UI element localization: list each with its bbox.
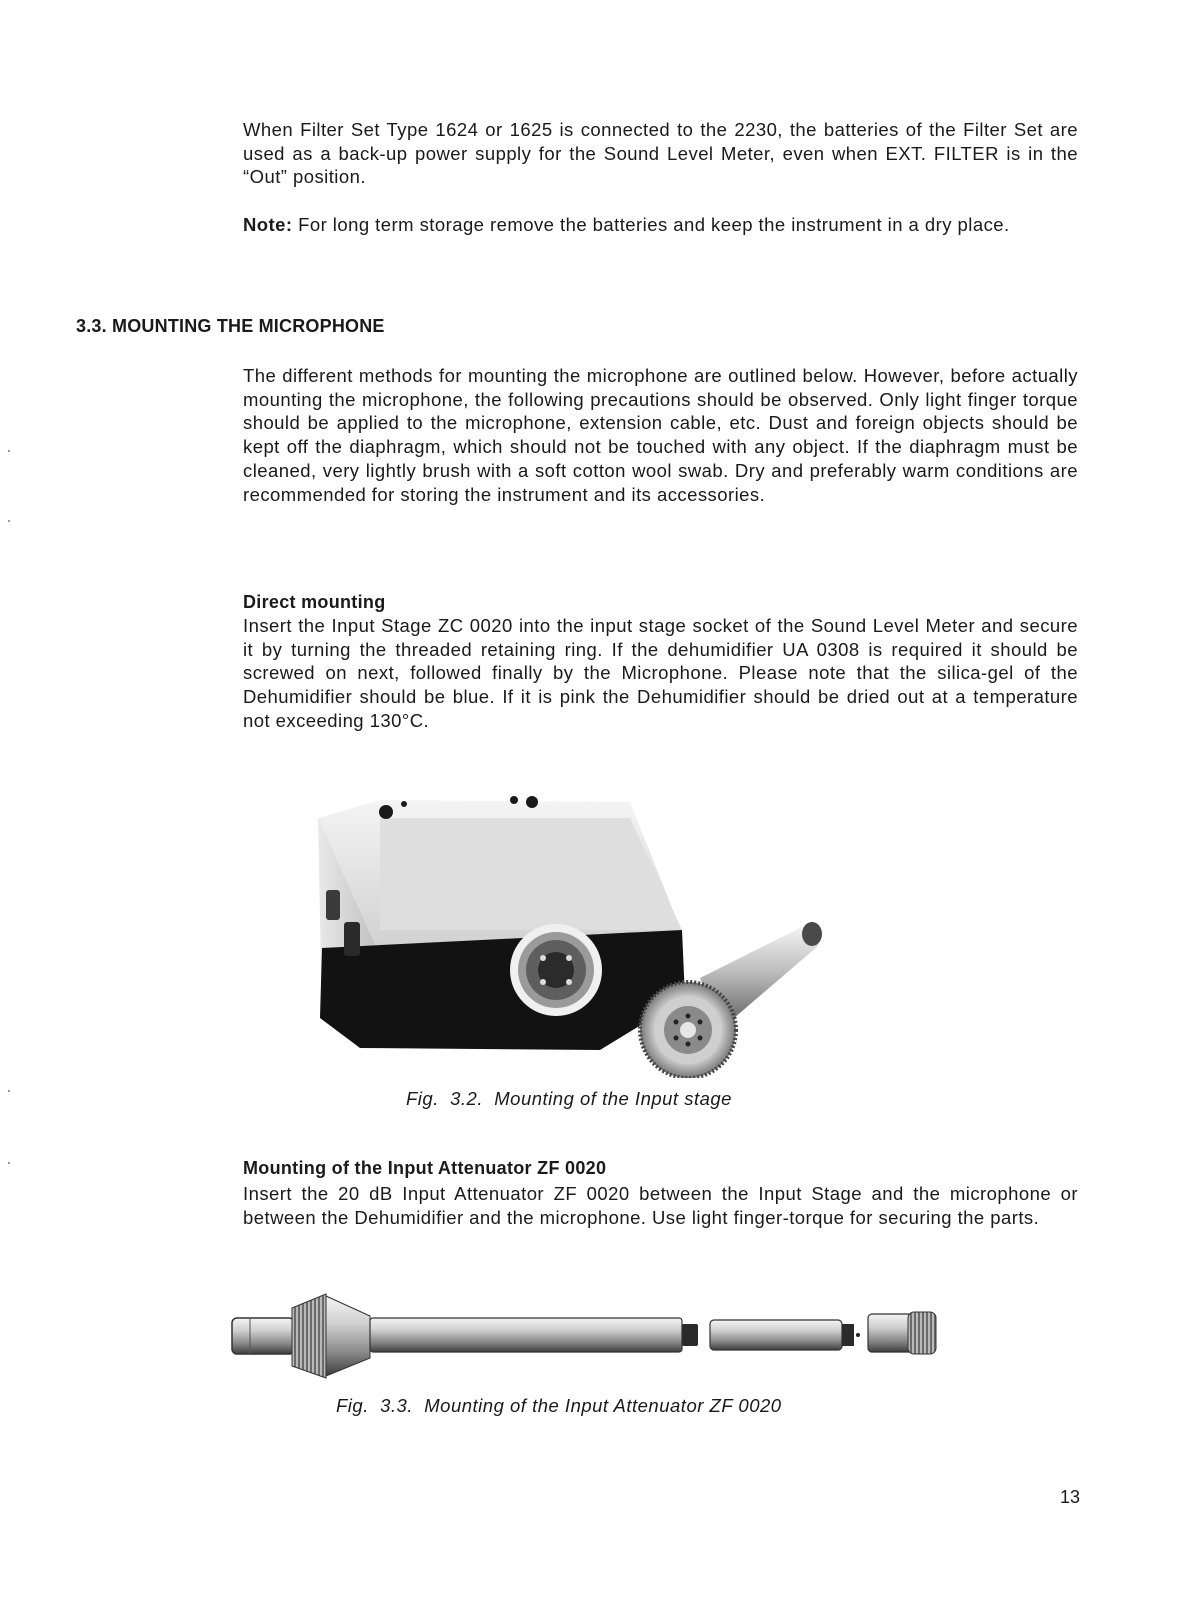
intro-paragraph: When Filter Set Type 1624 or 1625 is connected to the 2230, the batteries of the Filter Set are used as a back-up power supply for the Sound Level Meter, even when EXT. FILTER is in the “Out” position. <box>243 119 1078 188</box>
note-text: For long term storage remove the batteries and keep the instrument in a dry place. <box>292 214 1010 235</box>
scan-speck <box>8 1090 10 1092</box>
attenuator-heading: Mounting of the Input Attenuator ZF 0020 <box>243 1158 607 1178</box>
scan-speck <box>8 450 10 452</box>
page-number: 13 <box>1060 1487 1081 1507</box>
attenuator-paragraph: Insert the 20 dB Input Attenuator ZF 0020 between the Input Stage and the microphone or between the Dehumidifier and the microphone. Use light finger-torque for securing the parts. <box>243 1183 1078 1228</box>
sound-level-meter-illustration <box>300 778 840 1078</box>
figure-input-attenuator <box>230 1290 950 1385</box>
section-heading: 3.3. MOUNTING THE MICROPHONE <box>76 316 385 336</box>
scan-speck <box>8 1162 10 1164</box>
section-paragraph: The different methods for mounting the microphone are outlined below. However, before actually mounting the microphone, the following precautions should be observed. Only light finger torque should be applied to the microphone, extension cable, etc. Dust and foreign objects should be kept off the diaphragm, which should not be touched with any object. If the diaphragm must be cleaned, very lightly brush with a soft cotton wool swab. Dry and preferably warm conditions are recommended for storing the instrument and its accessories. <box>243 365 1078 505</box>
attenuator-assembly-illustration <box>230 1290 950 1385</box>
note-label: Note: <box>243 214 293 235</box>
figure-3-3-caption: Fig. 3.3. Mounting of the Input Attenuator ZF 0020 <box>336 1395 782 1416</box>
scan-speck <box>8 520 10 522</box>
direct-mounting-paragraph: Insert the Input Stage ZC 0020 into the input stage socket of the Sound Level Meter and secure it by turning the threaded retaining ring. If the dehumidifier UA 0308 is required it should be screwed on next, followed finally by the Microphone. Please note that the silica-gel of the Dehumidifier should be blue. If it is pink the Dehumidifier should be dried out at a temperature not exceeding 130°C. <box>243 615 1078 731</box>
figure-3-2-caption: Fig. 3.2. Mounting of the Input stage <box>406 1088 732 1109</box>
storage-note <box>243 213 1078 237</box>
direct-mounting-heading: Direct mounting <box>243 592 386 612</box>
figure-input-stage <box>300 778 840 1078</box>
